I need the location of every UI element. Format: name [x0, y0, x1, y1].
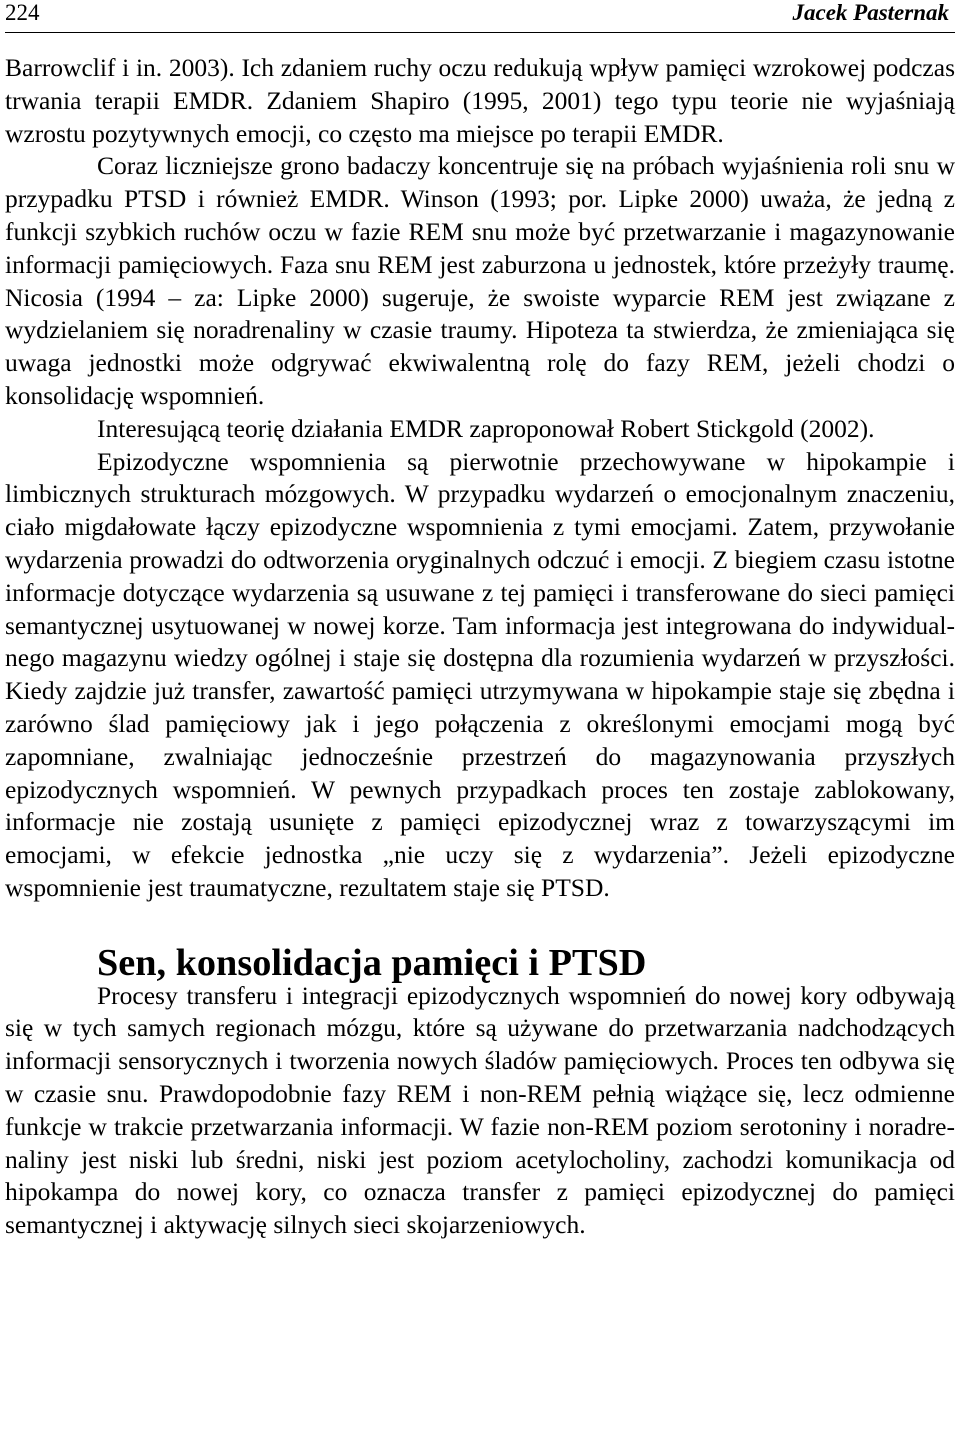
document-page [5, 0, 955, 1450]
running-header [5, 0, 955, 30]
paragraph-sleep-research: Coraz liczniejsze grono badaczy koncentruje się na próbach wyjaśnienia roli snu w przypadku PTSD i również EMDR. Winson (1993; por. Lipke 2000) uważa, że jedną z funkcji szybkich ruchów oczu w fazie REM snu może być przetwarzanie i magazynowanie informacji pamięciowych. Faza snu REM jest zaburzona u jednostek, które przeżyły traumę. Nicosia (1994 – za: Lipke 2000) sugeruje, że swoiste wyparcie REM jest związane z wydzielaniem się noradrenaliny w czasie traumy. Hipoteza ta stwierdza, że zmieniająca się uwaga jednostki może odgrywać ekwiwalentną rolę do fazy REM, jeżeli chodzi o konsolidację wspomnień. [5, 151, 955, 410]
body-text [5, 52, 955, 1242]
paragraph-episodic-memory: Epizodyczne wspomnienia są pierwotnie przechowywane w hipokampie i limbicznych strukturach mózgowych. W przypadku wydarzeń o emocjonalnym znaczeniu, ciało migdałowate łączy epizodyczne wspomnienia z tymi emocjami. Zatem, przywołanie wydarzenia prowadzi do odtworzenia oryginalnych odczuć i emocji. Z biegiem czasu istotne informacje dotyczące wydarzenia są usuwane z tej pamięci i transferowane do sieci pamięci semantycznej usytuowanej w nowej korze. Tam informacja jest integrowana do indywidualnego magazynu wiedzy ogólnej i staje się dostępna dla rozumienia wydarzeń w przyszłości. Kiedy zajdzie już transfer, zawartość pamięci utrzymywana w hipokampie staje się zbędna i zarówno ślad pamięciowy jak i jego połączenia z określonymi emocjami mogą być zapomniane, zwalniając jednocześnie przestrzeń do magazynowania przyszłych epizodycznych wspomnień. W pewnych przypadkach proces ten zostaje zablokowany, informacje nie zostają usunięte z pamięci epizodycznej wraz z towarzyszącymi im emocjami, w efekcie jednostka „nie uczy się z wydarzenia”. Jeżeli epizodyczne wspomnienie jest traumatyczne, rezultatem staje się PTSD. [5, 446, 955, 902]
running-header-author: Jacek Pasternak [792, 0, 949, 25]
paragraph-continuation: Barrowclif i in. 2003). Ich zdaniem ruchy oczu redukują wpływ pamięci wzrokowej podczas trwania terapii EMDR. Zdaniem Shapiro (1995, 2001) tego typu teorie nie wyjaśniają wzrostu pozytywnych emocji, co często ma miejsce po terapii EMDR. [5, 53, 955, 148]
paragraph-stickgold-intro: Interesującą teorię działania EMDR zaproponował Robert Stickgold (2002). [97, 413, 875, 443]
page-number: 224 [5, 0, 40, 25]
header-rule [5, 32, 955, 33]
paragraph-sleep-consolidation: Procesy transferu i integracji epizodycznych wspomnień do nowej kory odbywają się w tych samych regionach mózgu, które są używane do przetwarzania nadchodzących informacji sensorycznych i tworzenia nowych śladów pamięciowych. Proces ten odbywa się w czasie snu. Prawdopodobnie fazy REM i non-REM pełnią wiążące się, lecz odmienne funkcje w trakcie przetwarzania informacji. W fazie non-REM poziom serotoniny i noradrenaliny jest niski lub średni, niski jest poziom acetylocholiny, zachodzi komunikacja od hipokampa do nowej kory, co oznacza transfer z pamięci epizodycznej do pamięci semantycznej i aktywację silnych sieci skojarzeniowych. [5, 980, 955, 1240]
section-gap [5, 905, 955, 947]
section-heading: Sen, konsolidacja pamięci i PTSD [97, 941, 647, 984]
